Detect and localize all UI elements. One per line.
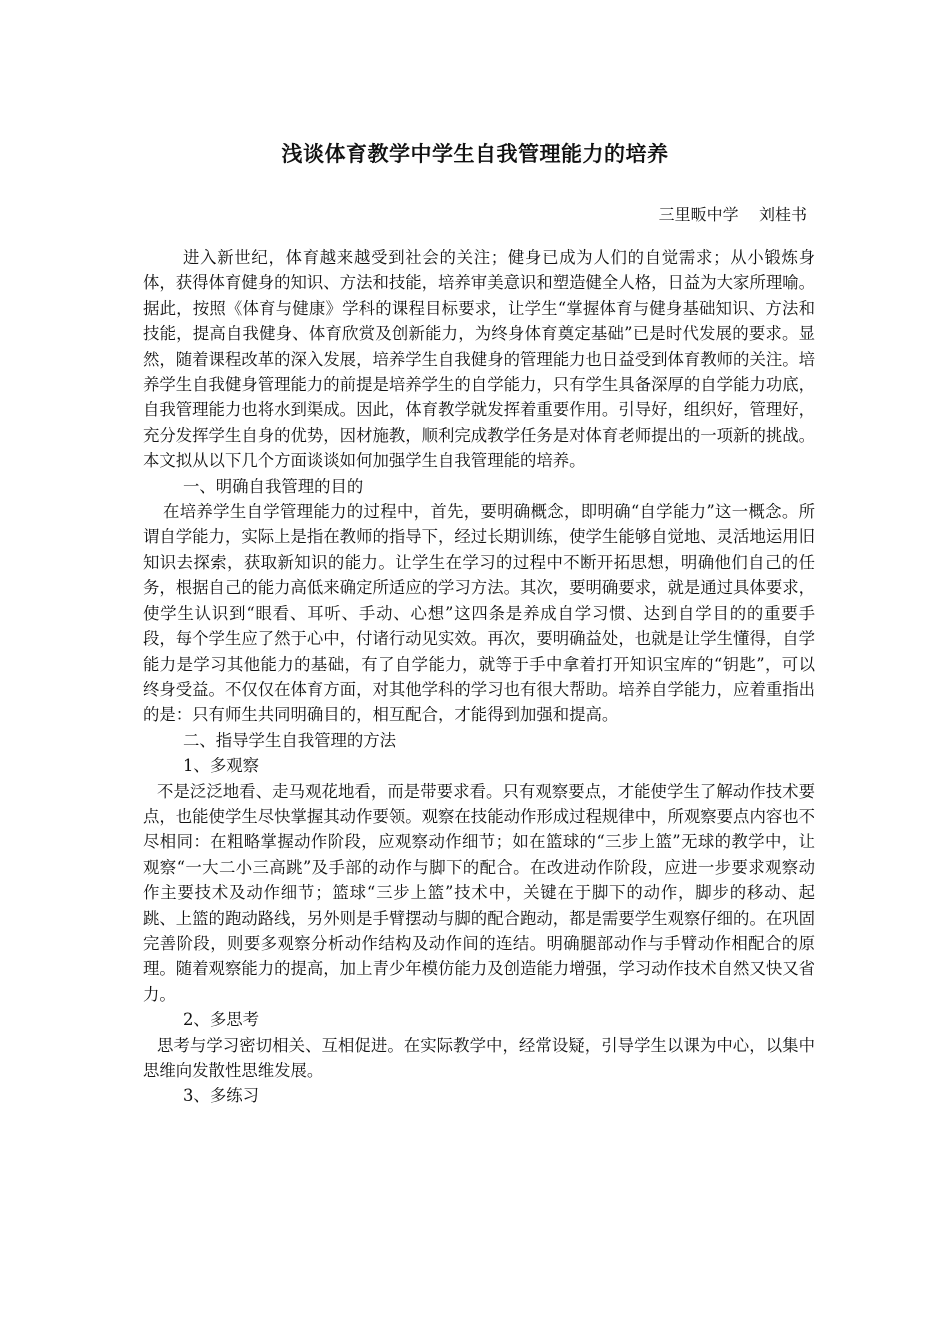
document-title: 浅谈体育教学中学生自我管理能力的培养 [281, 142, 669, 166]
section-heading-2: 二、指导学生自我管理的方法 [183, 730, 397, 750]
observe-paragraph: 不是泛泛地看、走马观花地看，而是带要求看。只有观察要点，才能使学生了解动作技术要点，也能使学生尽快掌握其动作要领。观察在技能动作形成过程规律中，所观察要点内容也不尽相同：在粗略掌握动作阶段，应观察动作细节；如在篮球的“三步上篮”无球的教学中，让观察“一大二小三高跳”及手部的动作与脚下的配合。在改进动作阶段，应进一步要求观察动作主要技术及动作细节；篮球“三步上篮”技术中，关键在于脚下的动作，脚步的移动、起跳、上篮的跑动路线，另外则是手臂摆动与脚的配合跑动，都是需要学生观察仔细的。在巩固完善阶段，则要多观察分析动作结构及动作间的连结。明确腿部动作与手臂动作相配合的原理。随着观察能力的提高，加上青少年模仿能力及创造能力增强，学习动作技术自然又快又省力。 [143, 781, 816, 1004]
intro-paragraph: 进入新世纪，体育越来越受到社会的关注；健身已成为人们的自觉需求；从小锻炼身体，获得体育健身的知识、方法和技能，培养审美意识和塑造健全人格，日益为大家所理喻。据此，按照《体育与健康》学科的课程目标要求，让学生“掌握体育与健身基础知识、方法和技能，提高自我健身、体育欣赏及创新能力，为终身体育奠定基础”已是时代发展的要求。显然，随着课程改革的深入发展，培养学生自我健身的管理能力也日益受到体育教师的关注。培养学生自我健身管理能力的前提是培养学生的自学能力，只有学生具备深厚的自学能力功底，自我管理能力也将水到渠成。因此，体育教学就发挥着重要作用。引导好，组织好，管理好，充分发挥学生自身的优势，因材施教，顺利完成教学任务是对体育老师提出的一项新的挑战。本文拟从以下几个方面谈谈如何加强学生自我管理能的培养。 [143, 248, 816, 471]
subheading-think: 2、多思考 [183, 1010, 259, 1030]
subheading-practice: 3、多练习 [183, 1086, 259, 1106]
document-body [143, 245, 815, 1109]
section-heading-1: 一、明确自我管理的目的 [183, 476, 364, 496]
section-1-paragraph: 在培养学生自学管理能力的过程中，首先，要明确概念，即明确“自学能力”这一概念。所谓自学能力，实际上是指在教师的指导下，经过长期训练，使学生能够自觉地、灵活地运用旧知识去探索，获取新知识的能力。让学生在学习的过程中不断开拓思想，明确他们自己的任务，根据自己的能力高低来确定所适应的学习方法。其次，要明确要求，就是通过具体要求，使学生认识到“眼看、耳听、手动、心想”这四条是养成自学习惯、达到自学目的的重要手段，每个学生应了然于心中，付诸行动见实效。再次，要明确益处，也就是让学生懂得，自学能力是学习其他能力的基础，有了自学能力，就等于手中拿着打开知识宝库的“钥匙”，可以终身受益。不仅仅在体育方面，对其他学科的学习也有很大帮助。培养自学能力，应着重指出的是：只有师生共同明确目的，相互配合，才能得到加强和提高。 [143, 502, 816, 725]
author-byline: 三里畈中学 刘桂书 [658, 205, 807, 224]
think-paragraph: 思考与学习密切相关、互相促进。在实际教学中，经常设疑，引导学生以课为中心，以集中思维向发散性思维发展。 [143, 1035, 815, 1080]
subheading-observe: 1、多观察 [183, 756, 259, 776]
